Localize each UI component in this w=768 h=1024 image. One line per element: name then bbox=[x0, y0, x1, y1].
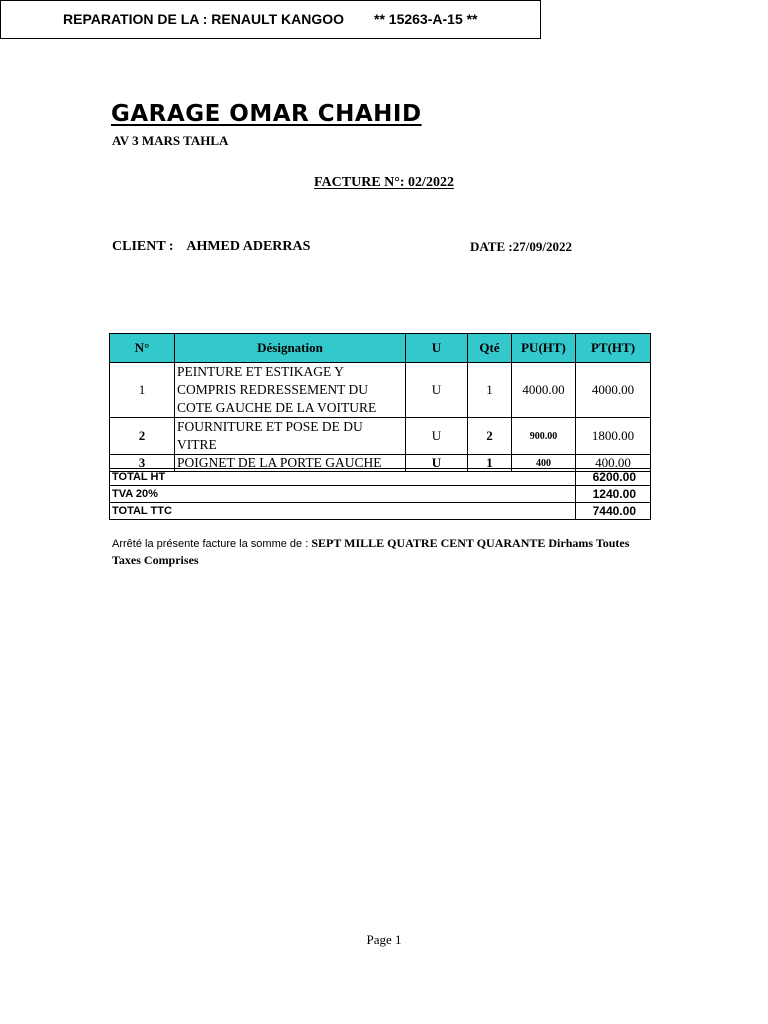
tva-label: TVA 20% bbox=[110, 486, 576, 503]
repair-box bbox=[0, 0, 541, 39]
total-ht-value: 6200.00 bbox=[576, 469, 651, 486]
total-ttc-value: 7440.00 bbox=[576, 503, 651, 520]
tva-value: 1240.00 bbox=[576, 486, 651, 503]
client-label: CLIENT : bbox=[112, 239, 174, 254]
row-unit: U bbox=[406, 455, 468, 472]
garage-name: GARAGE OMAR CHAHID bbox=[111, 101, 422, 127]
totals-table bbox=[109, 468, 651, 520]
row-quantity: 1 bbox=[468, 363, 512, 418]
page-number: Page 1 bbox=[366, 932, 402, 947]
row-designation: FOURNITURE ET POSE DE DU VITRE bbox=[175, 418, 406, 455]
row-unit: U bbox=[406, 363, 468, 418]
row-total-price: 400.00 bbox=[576, 455, 651, 472]
row-number: 1 bbox=[110, 363, 175, 418]
row-unit: U bbox=[406, 418, 468, 455]
header-number: N° bbox=[110, 334, 175, 363]
items-table bbox=[109, 333, 651, 472]
total-ttc-row bbox=[110, 503, 651, 520]
vehicle-plate: ** 15263-A-15 ** bbox=[374, 11, 478, 27]
row-designation: PEINTURE ET ESTIKAGE Y COMPRIS REDRESSEMENT DU COTE GAUCHE DE LA VOITURE bbox=[175, 363, 406, 418]
header-total-price: PT(HT) bbox=[576, 334, 651, 363]
header-unit: U bbox=[406, 334, 468, 363]
tva-row bbox=[110, 486, 651, 503]
invoice-date: DATE :27/09/2022 bbox=[470, 239, 572, 254]
amount-in-words bbox=[112, 535, 657, 568]
invoice-title: FACTURE N°: 02/2022 bbox=[314, 175, 454, 190]
table-row bbox=[110, 363, 651, 418]
row-total-price: 1800.00 bbox=[576, 418, 651, 455]
row-number: 2 bbox=[110, 418, 175, 455]
header-unit-price: PU(HT) bbox=[512, 334, 576, 363]
row-designation: POIGNET DE LA PORTE GAUCHE bbox=[175, 455, 406, 472]
client-line bbox=[112, 239, 310, 255]
vehicle-model: REPARATION DE LA : RENAULT KANGOO bbox=[63, 11, 345, 27]
row-unit-price: 4000.00 bbox=[512, 363, 576, 418]
row-unit-price: 400 bbox=[512, 455, 576, 472]
row-quantity: 2 bbox=[468, 418, 512, 455]
total-ht-label: TOTAL HT bbox=[110, 469, 576, 486]
total-ht-row bbox=[110, 469, 651, 486]
amount-words-text: SEPT MILLE QUATRE CENT QUARANTE Dirhams Toutes Taxes Comprises bbox=[112, 536, 630, 567]
amount-prefix: Arrêté la présente facture la somme de : bbox=[112, 538, 312, 550]
total-ttc-label: TOTAL TTC bbox=[110, 503, 576, 520]
row-unit-price: 900.00 bbox=[512, 418, 576, 455]
client-name: AHMED ADERRAS bbox=[186, 239, 311, 254]
row-number: 3 bbox=[110, 455, 175, 472]
table-header-row bbox=[110, 334, 651, 363]
row-quantity: 1 bbox=[468, 455, 512, 472]
row-total-price: 4000.00 bbox=[576, 363, 651, 418]
header-quantity: Qté bbox=[468, 334, 512, 363]
table-row bbox=[110, 418, 651, 455]
garage-address: AV 3 MARS TAHLA bbox=[112, 133, 229, 148]
header-designation: Désignation bbox=[175, 334, 406, 363]
